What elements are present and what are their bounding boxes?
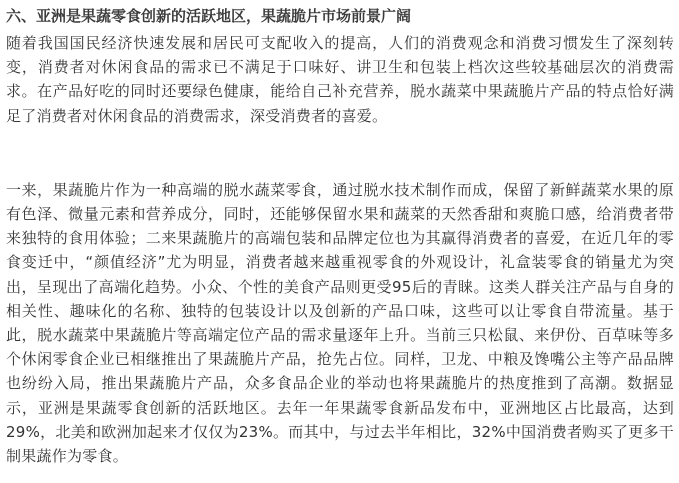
paragraph-consumer-demand: 随着我国国民经济快速发展和居民可支配收入的提高，人们的消费观念和消费习惯发生了深刻转变，消费者对休闲食品的需求已不满足于口味好、讲卫生和包装上档次这些较基础层次的消费需求。在产品好吃的同时还要绿色健康，能给自己补充营养，脱水蔬菜中果蔬脆片产品的特点恰好满足了消费者对休闲食品的消费需求，深受消费者的喜爱。 [6, 34, 674, 125]
paragraph-market-trends: 一来，果蔬脆片作为一种高端的脱水蔬菜零食，通过脱水技术制作而成，保留了新鲜蔬菜水果的原有色泽、微量元素和营养成分，同时，还能够保留水果和蔬菜的天然香甜和爽脆口感，给消费者带来独特的食用体验；二来果蔬脆片的高端包装和品牌定位也为其赢得消费者的喜爱，在近几年的零食变迁中，“颜值经济”尤为明显，消费者越来越重视零食的外观设计，礼盒装零食的销量尤为突出，呈现出了高端化趋势。小众、个性的美食产品则更受95后的青睐。这类人群关注产品与自身的相关性、趣味化的名称、独特的包装设计以及创新的产品口味，这些可以让零食自带流量。基于此，脱水蔬菜中果蔬脆片等高端定位产品的需求量逐年上升。当前三只松鼠、来伊份、百草味等多个休闲零食企业已相继推出了果蔬脆片产品，抢先占位。同样，卫龙、中粮及馋嘴公主等产品品牌也纷纷入局，推出果蔬脆片产品，众多食品企业的举动也将果蔬脆片的热度推到了高潮。数据显示，亚洲是果蔬零食创新的活跃地区。去年一年果蔬零食新品发布中，亚洲地区占比最高，达到29%，北美和欧洲加起来才仅仅为23%。而其中，与过去半年相比，32%中国消费者购买了更多干制果蔬作为零食。 [6, 180, 674, 466]
section-heading: 六、亚洲是果蔬零食创新的活跃地区，果蔬脆片市场前景广阔 [6, 7, 412, 25]
